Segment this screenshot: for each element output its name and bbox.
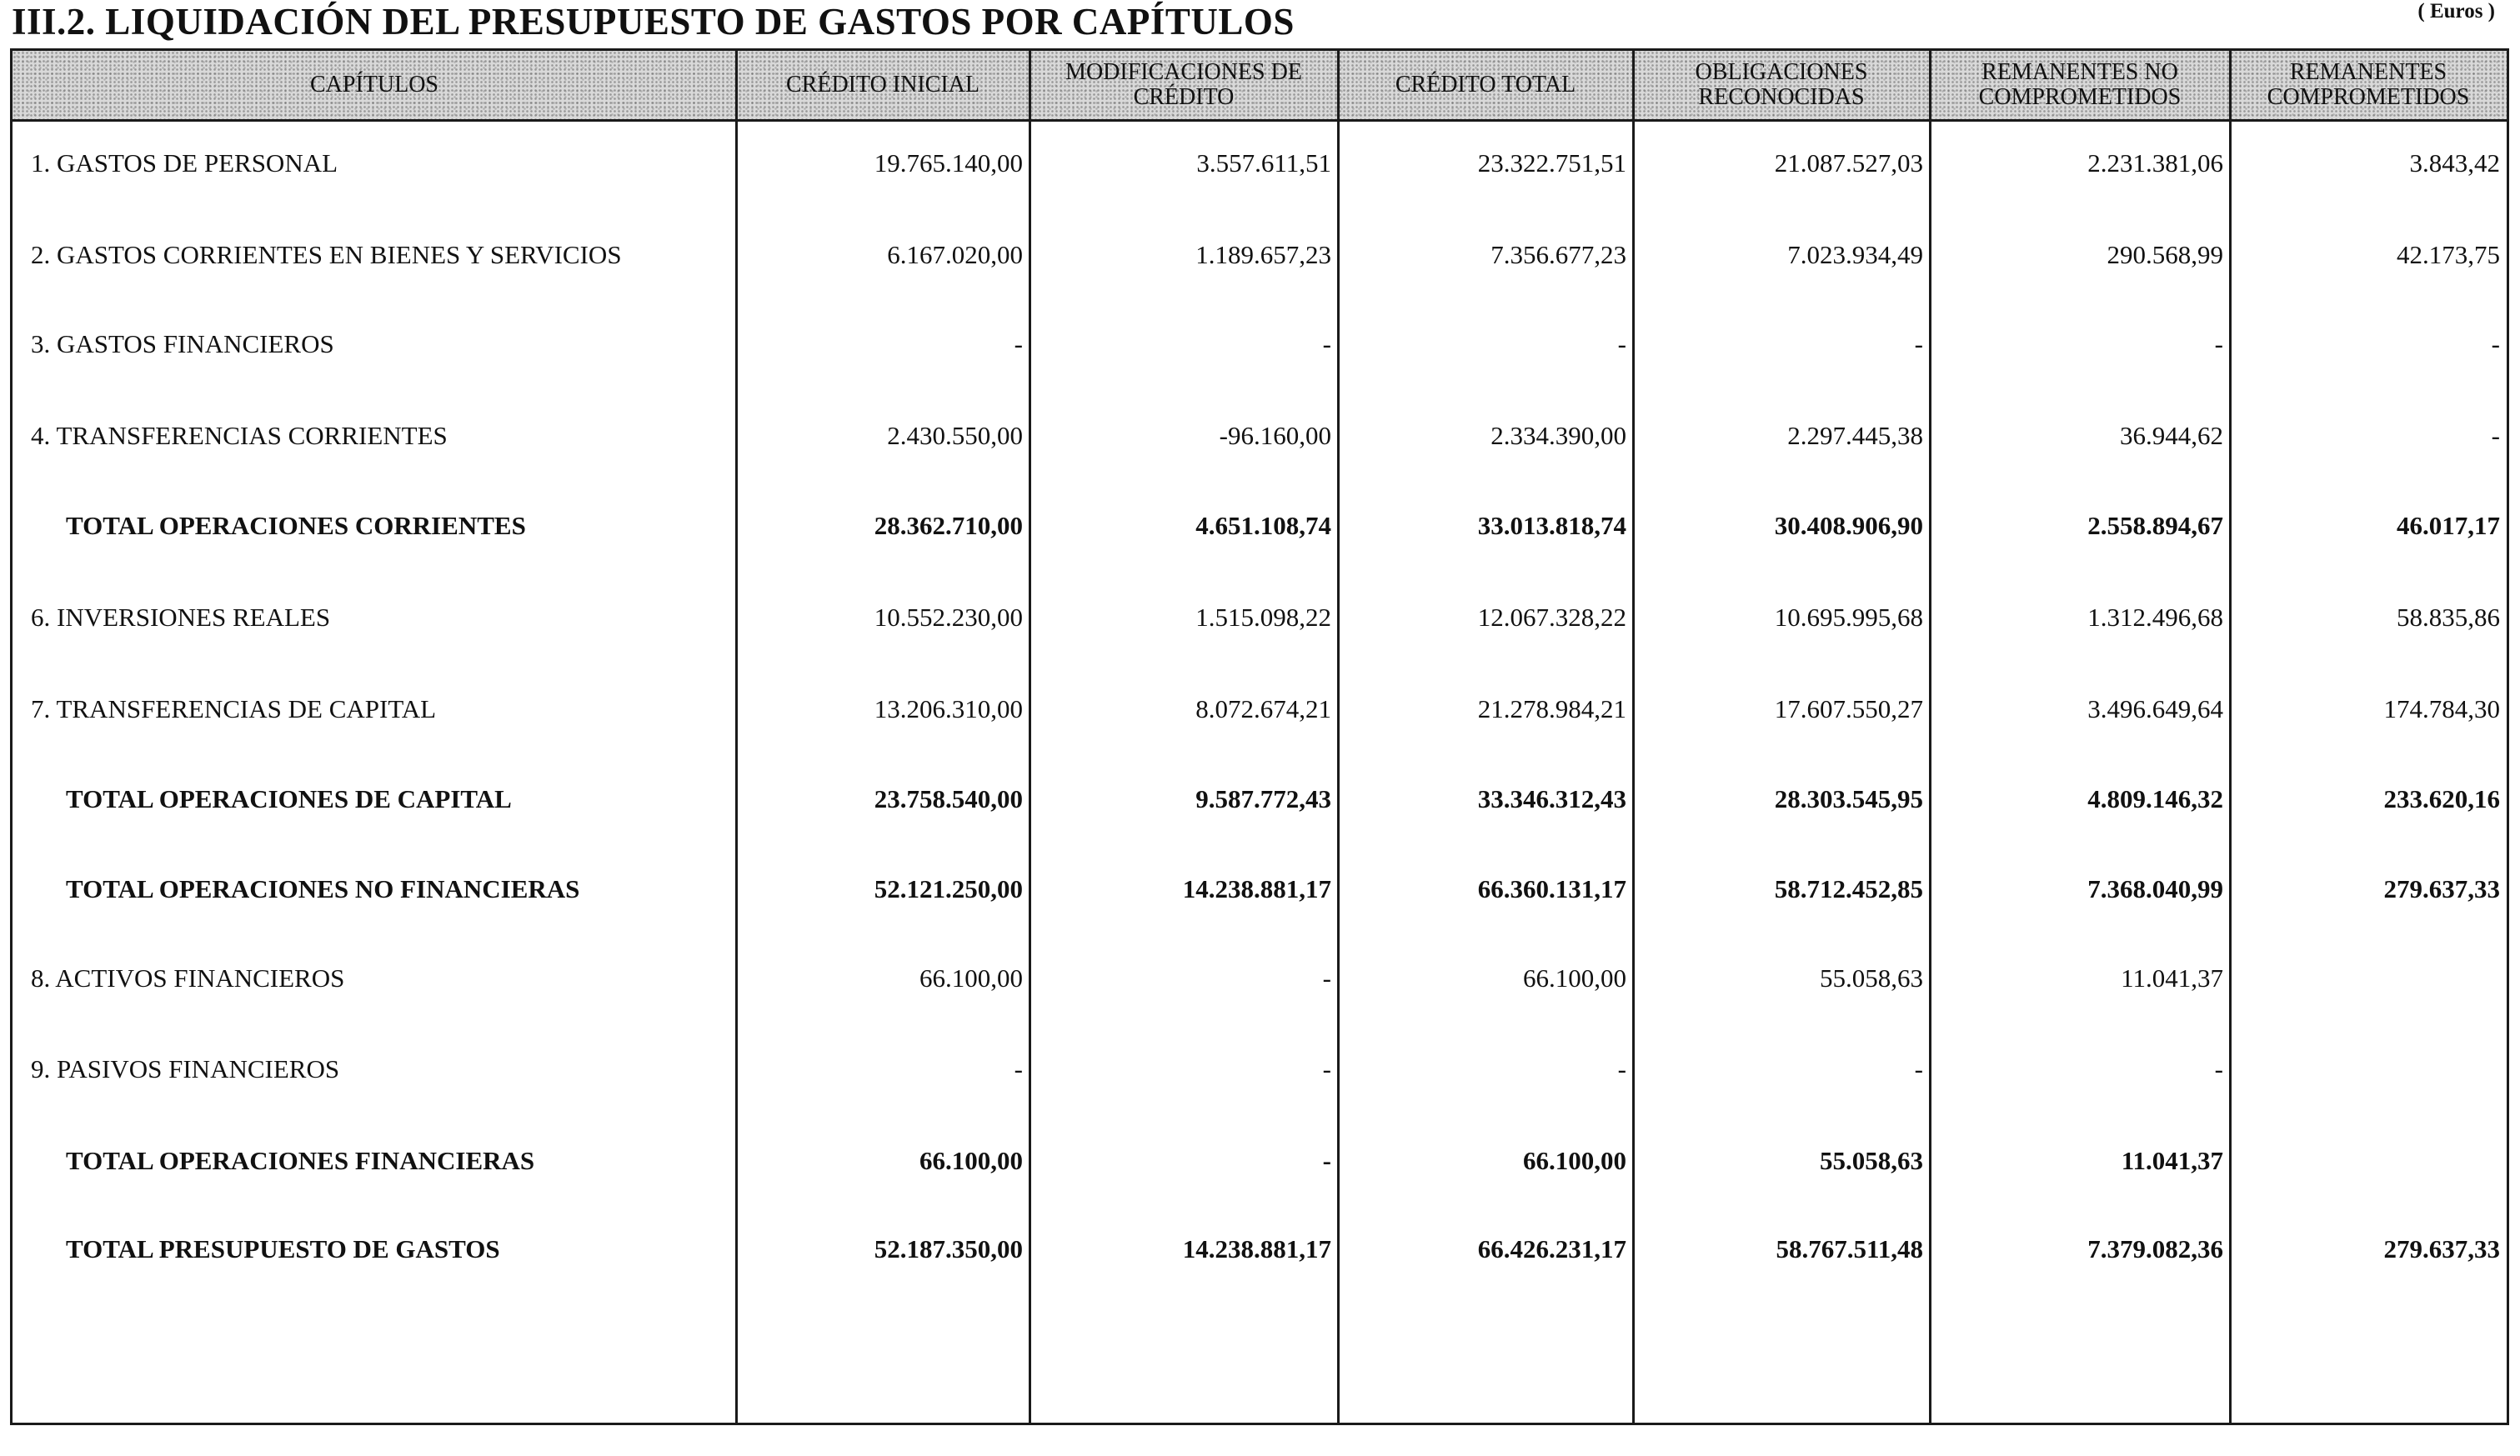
column-header-label: REMANENTES NO COMPROMETIDOS [1978, 59, 2182, 110]
table-row [13, 684, 2507, 734]
value-cell: 33.013.818,74 [1477, 511, 1626, 540]
row-label: TOTAL PRESUPUESTO DE GASTOS [66, 1234, 500, 1263]
value-cell: 279.637,33 [2383, 874, 2500, 903]
row-label: TOTAL OPERACIONES FINANCIERAS [66, 1146, 535, 1175]
value-cell: 14.238.881,17 [1182, 874, 1331, 903]
value-cell: - [2491, 329, 2500, 358]
value-cell: 2.430.550,00 [887, 421, 1023, 450]
value-cell: 3.496.649,64 [2087, 694, 2223, 723]
column-header [1030, 51, 1338, 119]
value-cell: 21.278.984,21 [1477, 694, 1626, 723]
value-cell: 233.620,16 [2383, 784, 2500, 813]
value-cell: 7.356.677,23 [1490, 240, 1626, 269]
value-cell: - [1617, 1054, 1626, 1083]
value-cell: 1.312.496,68 [2087, 603, 2223, 632]
column-header-label: CRÉDITO TOTAL [1395, 72, 1576, 98]
value-cell: 12.067.328,22 [1477, 603, 1626, 632]
column-header-label: REMANENTES COMPROMETIDOS [2267, 59, 2470, 110]
row-label: TOTAL OPERACIONES CORRIENTES [66, 511, 526, 540]
value-cell: 58.712.452,85 [1774, 874, 1923, 903]
table-row [13, 319, 2507, 369]
table-row [13, 864, 2507, 914]
value-cell: - [2214, 1054, 2223, 1083]
value-cell: - [1014, 1054, 1023, 1083]
value-cell: - [1914, 1054, 1923, 1083]
value-cell: 66.100,00 [1523, 963, 1626, 993]
value-cell: 9.587.772,43 [1195, 784, 1331, 813]
value-cell: 2.231.381,06 [2087, 148, 2223, 178]
value-cell: - [1322, 1146, 1331, 1175]
column-header [13, 51, 736, 119]
value-cell: 58.835,86 [2397, 603, 2500, 632]
value-cell: 3.557.611,51 [1196, 148, 1331, 178]
value-cell: 66.100,00 [919, 1146, 1023, 1175]
value-cell: 42.173,75 [2397, 240, 2500, 269]
page-title: III.2. LIQUIDACIÓN DEL PRESUPUESTO DE GASTOS POR CAPÍTULOS [12, 1, 1295, 43]
row-label: 7. TRANSFERENCIAS DE CAPITAL [31, 694, 437, 723]
value-cell: 279.637,33 [2383, 1234, 2500, 1263]
value-cell: 1.515.098,22 [1195, 603, 1331, 632]
value-cell: 19.765.140,00 [874, 148, 1023, 178]
value-cell: 33.346.312,43 [1477, 784, 1626, 813]
value-cell: 4.809.146,32 [2087, 784, 2223, 813]
column-header-label: CRÉDITO INICIAL [785, 72, 979, 98]
table-row [13, 593, 2507, 643]
table-row [13, 501, 2507, 551]
table-row [13, 1224, 2507, 1274]
table-row [13, 774, 2507, 824]
value-cell: 10.695.995,68 [1774, 603, 1923, 632]
column-header [2230, 51, 2507, 119]
value-cell: - [2214, 329, 2223, 358]
row-label: 1. GASTOS DE PERSONAL [31, 148, 338, 178]
value-cell [2230, 1044, 2507, 1094]
value-cell: 1.189.657,23 [1195, 240, 1331, 269]
row-label: TOTAL OPERACIONES DE CAPITAL [66, 784, 512, 813]
value-cell [2230, 953, 2507, 1003]
value-cell: - [2491, 421, 2500, 450]
value-cell: - [1322, 1054, 1331, 1083]
value-cell: 36.944,62 [2120, 421, 2223, 450]
value-cell: 52.187.350,00 [874, 1234, 1023, 1263]
value-cell: 7.023.934,49 [1787, 240, 1923, 269]
value-cell: 174.784,30 [2383, 694, 2500, 723]
row-label: 2. GASTOS CORRIENTES EN BIENES Y SERVICIOS [31, 240, 622, 269]
value-cell: 66.426.231,17 [1477, 1234, 1626, 1263]
value-cell: - [1617, 329, 1626, 358]
value-cell: 6.167.020,00 [887, 240, 1023, 269]
column-header-label: OBLIGACIONES RECONOCIDAS [1695, 59, 1868, 110]
table-row [13, 230, 2507, 280]
value-cell: 66.100,00 [919, 963, 1023, 993]
row-label: TOTAL OPERACIONES NO FINANCIERAS [66, 874, 580, 903]
value-cell: 13.206.310,00 [874, 694, 1023, 723]
value-cell: -96.160,00 [1219, 421, 1331, 450]
column-header-label: MODIFICACIONES DE CRÉDITO [1065, 59, 1302, 110]
value-cell: 7.368.040,99 [2087, 874, 2223, 903]
table-row [13, 411, 2507, 461]
column-header [1633, 51, 1930, 119]
value-cell: 2.558.894,67 [2087, 511, 2223, 540]
row-label: 4. TRANSFERENCIAS CORRIENTES [31, 421, 448, 450]
value-cell: - [1014, 329, 1023, 358]
value-cell: 8.072.674,21 [1195, 694, 1331, 723]
value-cell: 28.303.545,95 [1774, 784, 1923, 813]
table-row [13, 1136, 2507, 1186]
value-cell: 66.360.131,17 [1477, 874, 1626, 903]
value-cell: 21.087.527,03 [1774, 148, 1923, 178]
table-header [13, 51, 2507, 122]
value-cell: 290.568,99 [2107, 240, 2223, 269]
value-cell: - [1322, 963, 1331, 993]
value-cell: 2.334.390,00 [1490, 421, 1626, 450]
value-cell: 23.322.751,51 [1477, 148, 1626, 178]
value-cell: 4.651.108,74 [1195, 511, 1331, 540]
value-cell: 55.058,63 [1820, 1146, 1923, 1175]
value-cell: 46.017,17 [2397, 511, 2500, 540]
table-row [13, 138, 2507, 188]
value-cell: 14.238.881,17 [1182, 1234, 1331, 1263]
value-cell: 28.362.710,00 [874, 511, 1023, 540]
value-cell [2230, 1136, 2507, 1186]
value-cell: - [1322, 329, 1331, 358]
row-label: 3. GASTOS FINANCIEROS [31, 329, 334, 358]
value-cell: - [1914, 329, 1923, 358]
column-header [1930, 51, 2230, 119]
row-label: 9. PASIVOS FINANCIEROS [31, 1054, 340, 1083]
value-cell: 58.767.511,48 [1776, 1234, 1923, 1263]
value-cell: 11.041,37 [2121, 963, 2223, 993]
row-label: 8. ACTIVOS FINANCIEROS [31, 963, 345, 993]
value-cell: 55.058,63 [1820, 963, 1923, 993]
column-header-label: CAPÍTULOS [309, 72, 438, 98]
budget-table [10, 48, 2509, 1425]
table-row [13, 1044, 2507, 1094]
value-cell: 17.607.550,27 [1774, 694, 1923, 723]
units-label: ( Euros ) [2417, 0, 2495, 23]
value-cell: 10.552.230,00 [874, 603, 1023, 632]
value-cell: 2.297.445,38 [1787, 421, 1923, 450]
value-cell: 3.843,42 [2409, 148, 2500, 178]
table-row [13, 953, 2507, 1003]
row-label: 6. INVERSIONES REALES [31, 603, 331, 632]
value-cell: 11.041,37 [2121, 1146, 2223, 1175]
value-cell: 52.121.250,00 [874, 874, 1023, 903]
column-header [736, 51, 1030, 119]
value-cell: 23.758.540,00 [874, 784, 1023, 813]
value-cell: 30.408.906,90 [1774, 511, 1923, 540]
value-cell: 7.379.082,36 [2087, 1234, 2223, 1263]
value-cell: 66.100,00 [1523, 1146, 1626, 1175]
column-header [1338, 51, 1633, 119]
